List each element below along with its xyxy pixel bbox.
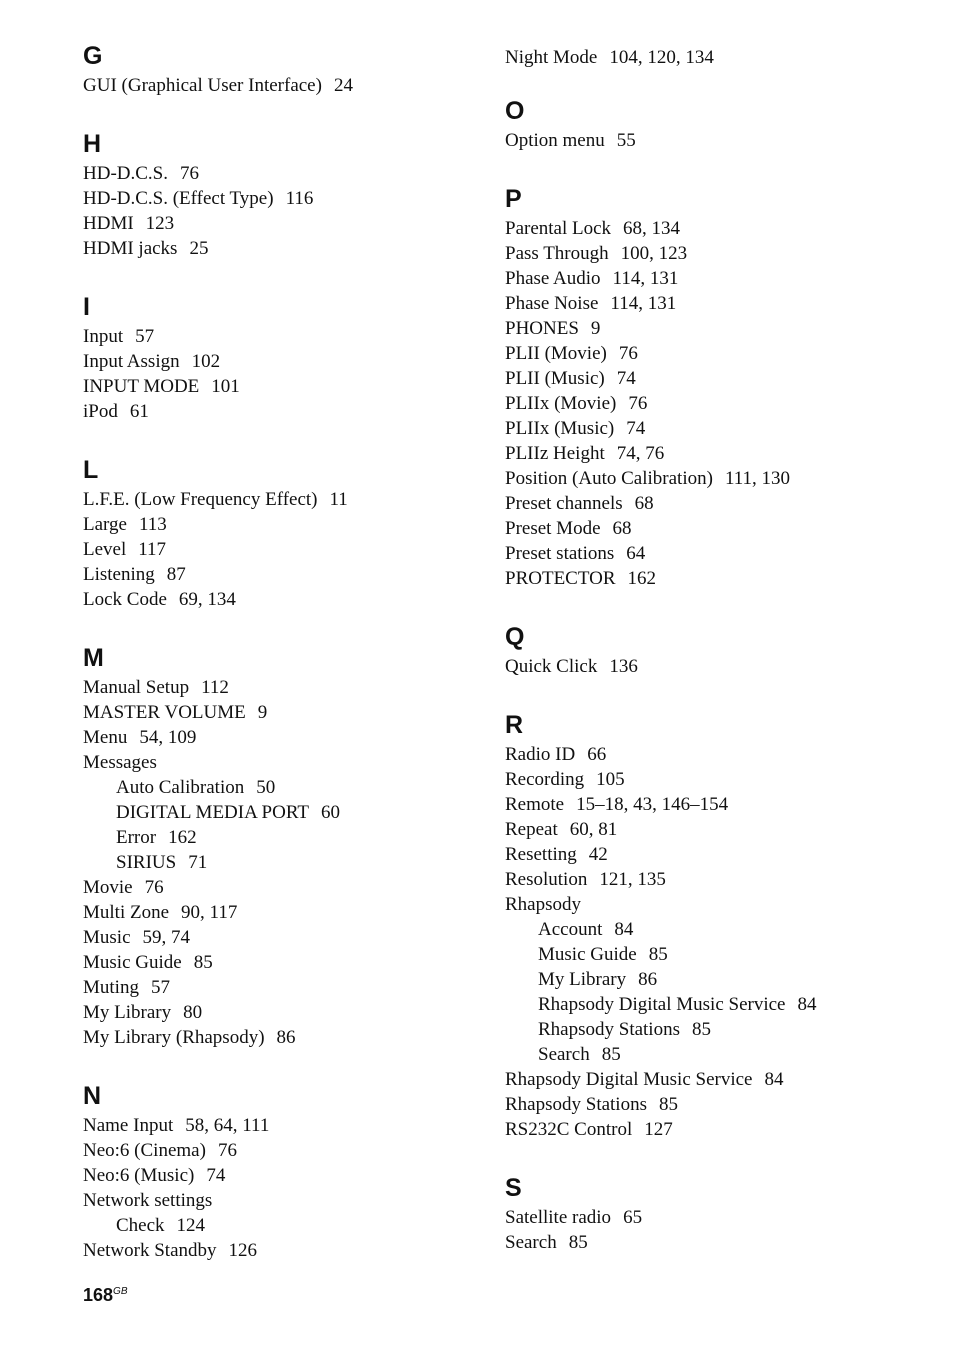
page-number: 168 xyxy=(83,1285,114,1305)
index-entry xyxy=(83,349,483,374)
entry-term: DIGITAL MEDIA PORT xyxy=(116,802,309,823)
entry-term: Preset stations xyxy=(505,543,615,564)
entry-pages: 90, 117 xyxy=(181,902,238,923)
entry-pages: 76 xyxy=(628,393,648,414)
index-entry xyxy=(505,216,925,241)
index-entry xyxy=(505,466,925,491)
index-section-s xyxy=(505,1176,925,1255)
entry-pages: 85 xyxy=(691,1019,711,1040)
index-entry xyxy=(83,925,483,950)
entry-term: Resetting xyxy=(505,844,577,865)
entry-pages: 68 xyxy=(612,518,632,539)
section-letter: Q xyxy=(505,623,525,651)
entry-term: Rhapsody xyxy=(505,894,581,915)
entry-term: Large xyxy=(83,514,127,535)
index-entry xyxy=(505,266,925,291)
section-letter: L xyxy=(83,456,99,484)
entry-pages: 162 xyxy=(168,827,197,848)
index-entry xyxy=(83,1163,483,1188)
entry-term: Auto Calibration xyxy=(116,777,245,798)
entry-pages: 117 xyxy=(138,539,167,560)
entry-term: Option menu xyxy=(505,130,605,151)
entry-term: Preset Mode xyxy=(505,518,601,539)
entry-term: Muting xyxy=(83,977,139,998)
entry-term: INPUT MODE xyxy=(83,376,200,397)
index-subentry xyxy=(83,775,483,800)
section-letter: M xyxy=(83,644,104,672)
entry-pages: 80 xyxy=(183,1002,203,1023)
entry-term: Multi Zone xyxy=(83,902,170,923)
index-entry xyxy=(505,842,925,867)
index-entry xyxy=(83,1025,483,1050)
entry-pages: 85 xyxy=(601,1044,621,1065)
entry-pages: 74 xyxy=(626,418,646,439)
index-entry xyxy=(83,900,483,925)
entry-term: PLII (Music) xyxy=(505,368,605,389)
entry-term: PROTECTOR xyxy=(505,568,616,589)
entry-pages: 74 xyxy=(206,1165,226,1186)
entry-term: PLII (Movie) xyxy=(505,343,607,364)
index-entry xyxy=(83,562,483,587)
index-entry xyxy=(83,161,483,186)
index-entry xyxy=(505,291,925,316)
index-entry-night-mode xyxy=(505,45,925,70)
entry-pages: 116 xyxy=(285,188,314,209)
index-section-h xyxy=(83,132,483,261)
index-entry xyxy=(83,374,483,399)
entry-pages: 60 xyxy=(320,802,340,823)
index-section-g xyxy=(83,44,483,98)
entry-term: Parental Lock xyxy=(505,218,612,239)
index-section-o xyxy=(505,99,925,153)
index-entry xyxy=(83,587,483,612)
entry-pages: 126 xyxy=(228,1240,258,1261)
entry-pages: 121, 135 xyxy=(599,869,666,890)
entry-term: MASTER VOLUME xyxy=(83,702,246,723)
index-entry xyxy=(505,792,925,817)
entry-pages: 42 xyxy=(588,844,608,865)
index-entry xyxy=(83,211,483,236)
entry-pages: 50 xyxy=(256,777,276,798)
entry-pages: 113 xyxy=(138,514,167,535)
index-entry xyxy=(83,512,483,537)
index-section-i xyxy=(83,295,483,424)
entry-term: RS232C Control xyxy=(505,1119,633,1140)
index-entry xyxy=(83,186,483,211)
entry-term: Rhapsody Stations xyxy=(538,1019,680,1040)
entry-pages: 58, 64, 111 xyxy=(185,1115,270,1136)
entry-pages: 124 xyxy=(176,1215,206,1236)
section-letter: R xyxy=(505,711,524,739)
entry-term: HDMI xyxy=(83,213,134,234)
entry-pages: 9 xyxy=(257,702,268,723)
index-column-left xyxy=(83,0,483,1263)
entry-term: Music Guide xyxy=(538,944,637,965)
entry-term: Rhapsody Digital Music Service xyxy=(505,1069,753,1090)
index-entry xyxy=(505,316,925,341)
index-entry xyxy=(83,875,483,900)
index-entry xyxy=(83,750,483,775)
entry-pages: 105 xyxy=(596,769,625,790)
entry-term: Preset channels xyxy=(505,493,623,514)
entry-pages: 61 xyxy=(129,401,149,422)
entry-pages: 69, 134 xyxy=(178,589,236,610)
index-entry xyxy=(505,1117,925,1142)
section-letter: S xyxy=(505,1174,522,1202)
page-suffix: GB xyxy=(113,1286,128,1297)
entry-term: Network settings xyxy=(83,1190,213,1211)
index-entry xyxy=(505,416,925,441)
entry-term: SIRIUS xyxy=(116,852,177,873)
entry-term: Position (Auto Calibration) xyxy=(505,468,713,489)
index-entry xyxy=(83,1238,483,1263)
entry-term: HD-D.C.S. (Effect Type) xyxy=(83,188,274,209)
entry-term: PHONES xyxy=(505,318,579,339)
index-entry xyxy=(505,1205,925,1230)
index-subentry xyxy=(505,1042,925,1067)
index-entry xyxy=(505,742,925,767)
entry-pages: 59, 74 xyxy=(142,927,190,948)
entry-pages: 71 xyxy=(188,852,208,873)
entry-term: Neo:6 (Cinema) xyxy=(83,1140,206,1161)
index-entry xyxy=(505,391,925,416)
index-entry xyxy=(505,241,925,266)
entry-term: Input Assign xyxy=(83,351,180,372)
entry-pages: 24 xyxy=(333,75,353,96)
index-subentry xyxy=(83,825,483,850)
entry-term: PLIIx (Movie) xyxy=(505,393,617,414)
entry-term: Network Standby xyxy=(83,1240,217,1261)
entry-pages: 101 xyxy=(211,376,240,397)
entry-term: Night Mode xyxy=(505,47,598,68)
entry-term: Recording xyxy=(505,769,585,790)
entry-pages: 74 xyxy=(616,368,636,389)
entry-pages: 100, 123 xyxy=(620,243,688,264)
entry-term: HDMI jacks xyxy=(83,238,178,259)
entry-term: PLIIz Height xyxy=(505,443,605,464)
entry-term: Neo:6 (Music) xyxy=(83,1165,195,1186)
index-subentry xyxy=(505,942,925,967)
index-entry xyxy=(505,817,925,842)
index-section-m xyxy=(83,646,483,1050)
entry-pages: 87 xyxy=(166,564,186,585)
entry-term: L.F.E. (Low Frequency Effect) xyxy=(83,489,318,510)
entry-pages: 68, 134 xyxy=(623,218,681,239)
entry-term: Search xyxy=(505,1232,557,1253)
entry-term: Manual Setup xyxy=(83,677,190,698)
index-entry xyxy=(505,366,925,391)
entry-pages: 15–18, 43, 146–154 xyxy=(576,794,729,815)
entry-pages: 54, 109 xyxy=(139,727,197,748)
index-entry xyxy=(505,341,925,366)
entry-pages: 114, 131 xyxy=(610,293,677,314)
index-subentry xyxy=(83,850,483,875)
index-section-n xyxy=(83,1084,483,1263)
entry-pages: 55 xyxy=(616,130,636,151)
section-letter: G xyxy=(83,42,103,70)
section-letter: O xyxy=(505,97,525,125)
entry-term: Error xyxy=(116,827,157,848)
entry-term: Input xyxy=(83,326,124,347)
entry-term: Messages xyxy=(83,752,157,773)
entry-term: My Library xyxy=(538,969,627,990)
index-entry xyxy=(83,236,483,261)
index-entry xyxy=(505,441,925,466)
index-entry xyxy=(505,541,925,566)
entry-term: iPod xyxy=(83,401,118,422)
entry-term: Resolution xyxy=(505,869,588,890)
entry-pages: 9 xyxy=(590,318,601,339)
index-subentry xyxy=(505,1017,925,1042)
entry-term: My Library (Rhapsody) xyxy=(83,1027,265,1048)
index-entry xyxy=(83,975,483,1000)
entry-pages: 86 xyxy=(276,1027,296,1048)
index-entry xyxy=(83,675,483,700)
index-column-right xyxy=(505,0,925,1255)
entry-term: Music Guide xyxy=(83,952,182,973)
entry-term: Phase Audio xyxy=(505,268,601,289)
entry-term: Menu xyxy=(83,727,128,748)
entry-term: Account xyxy=(538,919,603,940)
section-letter: I xyxy=(83,293,90,321)
index-section-l xyxy=(83,458,483,612)
index-section-r xyxy=(505,713,925,1142)
entry-term: Remote xyxy=(505,794,565,815)
index-entry xyxy=(505,1067,925,1092)
entry-pages: 85 xyxy=(658,1094,678,1115)
index-entry xyxy=(505,1092,925,1117)
index-entry xyxy=(505,767,925,792)
entry-pages: 102 xyxy=(191,351,221,372)
entry-pages: 111, 130 xyxy=(724,468,791,489)
entry-pages: 68 xyxy=(634,493,654,514)
index-entry xyxy=(83,1000,483,1025)
entry-pages: 76 xyxy=(179,163,199,184)
index-entry xyxy=(505,654,925,679)
entry-term: HD-D.C.S. xyxy=(83,163,168,184)
entry-pages: 84 xyxy=(764,1069,784,1090)
entry-pages: 85 xyxy=(193,952,213,973)
entry-pages: 65 xyxy=(623,1207,643,1228)
entry-term: Rhapsody Stations xyxy=(505,1094,647,1115)
index-entry xyxy=(505,491,925,516)
index-entry xyxy=(83,487,483,512)
section-letter: P xyxy=(505,185,522,213)
index-subentry xyxy=(505,992,925,1017)
entry-pages: 74, 76 xyxy=(616,443,665,464)
entry-pages: 127 xyxy=(644,1119,673,1140)
entry-pages: 64 xyxy=(626,543,646,564)
entry-term: Repeat xyxy=(505,819,558,840)
entry-term: Pass Through xyxy=(505,243,609,264)
entry-term: My Library xyxy=(83,1002,172,1023)
index-entry xyxy=(83,537,483,562)
index-section-p xyxy=(505,187,925,591)
entry-pages: 162 xyxy=(627,568,657,589)
entry-pages: 76 xyxy=(217,1140,237,1161)
section-letter: H xyxy=(83,130,102,158)
index-entry xyxy=(83,1138,483,1163)
entry-pages: 60, 81 xyxy=(569,819,618,840)
section-letter: N xyxy=(83,1082,102,1110)
index-subentry xyxy=(505,917,925,942)
entry-term: Phase Noise xyxy=(505,293,599,314)
index-entry xyxy=(83,324,483,349)
entry-pages: 66 xyxy=(587,744,607,765)
index-entry xyxy=(83,73,483,98)
index-entry xyxy=(505,566,925,591)
entry-pages: 76 xyxy=(618,343,638,364)
entry-term: PLIIx (Music) xyxy=(505,418,615,439)
entry-term: Listening xyxy=(83,564,155,585)
entry-pages: 112 xyxy=(201,677,229,698)
entry-pages: 84 xyxy=(614,919,634,940)
index-entry xyxy=(505,892,925,917)
index-entry xyxy=(83,950,483,975)
entry-pages: 25 xyxy=(189,238,209,259)
entry-term: Music xyxy=(83,927,131,948)
entry-term: GUI (Graphical User Interface) xyxy=(83,75,322,96)
entry-pages: 104, 120, 134 xyxy=(609,47,714,68)
entry-pages: 136 xyxy=(609,656,638,677)
entry-term: Quick Click xyxy=(505,656,598,677)
entry-term: Radio ID xyxy=(505,744,576,765)
entry-term: Satellite radio xyxy=(505,1207,612,1228)
index-entry xyxy=(505,867,925,892)
entry-term: Rhapsody Digital Music Service xyxy=(538,994,786,1015)
entry-pages: 86 xyxy=(638,969,658,990)
index-entry xyxy=(83,725,483,750)
index-subentry xyxy=(505,967,925,992)
entry-term: Lock Code xyxy=(83,589,167,610)
entry-term: Search xyxy=(538,1044,590,1065)
index-entry xyxy=(505,516,925,541)
entry-pages: 57 xyxy=(150,977,170,998)
index-entry xyxy=(83,1188,483,1213)
entry-term: Level xyxy=(83,539,127,560)
index-entry xyxy=(505,1230,925,1255)
entry-pages: 85 xyxy=(568,1232,588,1253)
entry-term: Name Input xyxy=(83,1115,174,1136)
entry-pages: 76 xyxy=(144,877,164,898)
index-subentry xyxy=(83,1213,483,1238)
entry-pages: 11 xyxy=(329,489,348,510)
entry-term: Movie xyxy=(83,877,133,898)
entry-pages: 123 xyxy=(145,213,175,234)
index-entry xyxy=(83,1113,483,1138)
index-entry xyxy=(83,399,483,424)
index-section-q xyxy=(505,625,925,679)
page-footer xyxy=(83,1281,128,1306)
entry-pages: 114, 131 xyxy=(612,268,679,289)
entry-pages: 84 xyxy=(797,994,817,1015)
index-subentry xyxy=(83,800,483,825)
index-entry xyxy=(83,700,483,725)
entry-pages: 57 xyxy=(135,326,155,347)
index-entry xyxy=(505,128,925,153)
entry-pages: 85 xyxy=(648,944,668,965)
entry-term: Check xyxy=(116,1215,165,1236)
